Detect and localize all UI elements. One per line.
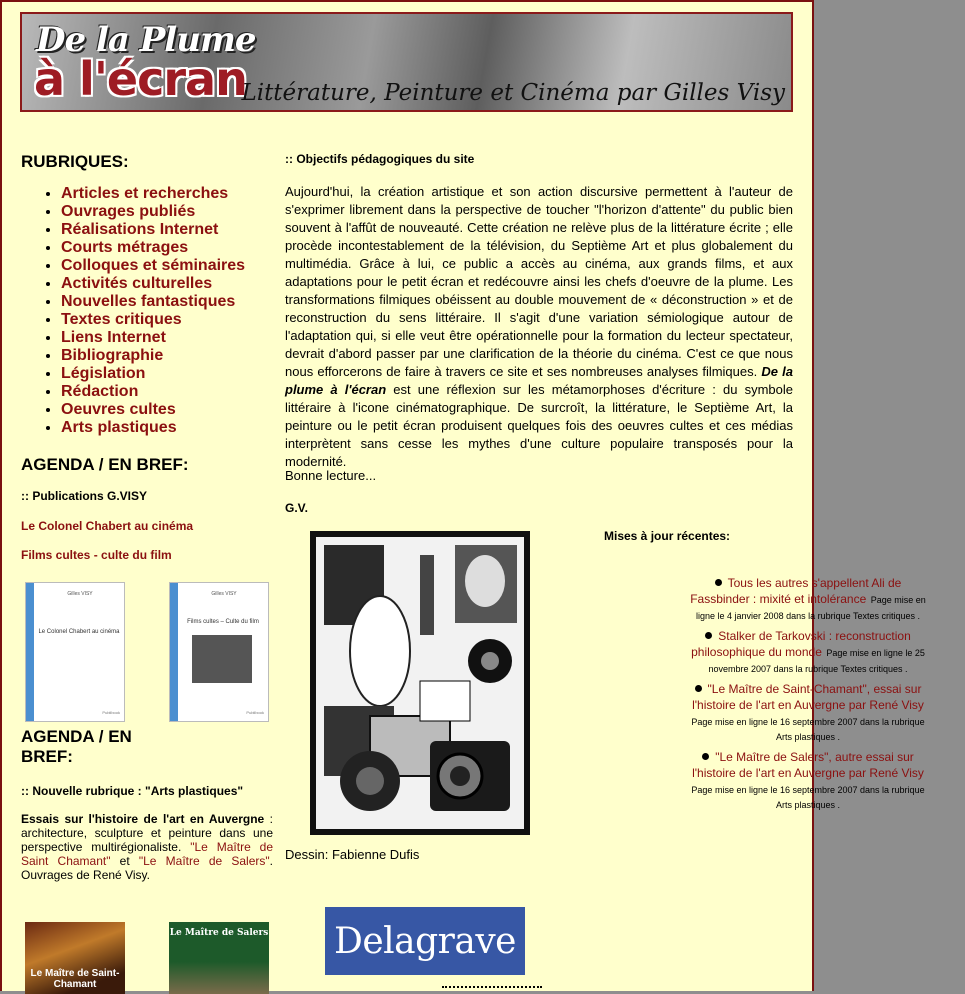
thumb-salers[interactable] <box>169 922 269 994</box>
site-name-emphasis: De la plume à l'écran <box>285 364 793 397</box>
rubrique-link[interactable]: • Réalisations Internet <box>61 221 245 239</box>
bullet-icon <box>705 632 712 639</box>
book-publisher: Publibook <box>102 710 120 715</box>
update-item <box>688 681 928 743</box>
thumb-title: Le Maître de Saint-Chamant <box>30 968 120 990</box>
update-meta: Page mise en ligne le 16 septembre 2007 dans la rubrique Arts plastiques . <box>691 717 925 742</box>
rubrique-link[interactable]: • Activités culturelles <box>61 275 245 293</box>
update-meta: Page mise en ligne le 25 novembre 2007 dans la rubrique Textes critiques . <box>708 648 925 674</box>
book-cover-chabert[interactable] <box>25 582 125 722</box>
rubrique-link[interactable]: • Liens Internet <box>61 329 245 347</box>
logo-title-top: De la Plume <box>36 20 256 60</box>
update-link[interactable]: "Le Maître de Saint-Chamant", essai sur l'histoire de l'art en Auvergne par René Visy <box>692 682 924 712</box>
rubrique-link[interactable]: • Arts plastiques <box>61 419 245 437</box>
arts-link-salers[interactable]: "Le Maître de Salers" <box>138 854 270 868</box>
rubrique-link[interactable]: • Bibliographie <box>61 347 245 365</box>
drawing-art <box>310 531 530 835</box>
site-banner[interactable] <box>20 12 793 112</box>
agenda-heading: AGENDA / EN BREF: <box>21 455 189 474</box>
arts-text-2: et <box>110 854 139 868</box>
rubrique-link[interactable]: • Courts métrages <box>61 239 245 257</box>
book-author: Gilles VISY <box>67 591 93 597</box>
arts-bold: Essais sur l'histoire de l'art en Auvergne <box>21 812 265 826</box>
book-title: Le Colonel Chabert au cinéma <box>38 629 120 635</box>
drawing-caption: Dessin: Fabienne Dufis <box>285 847 420 862</box>
arts-text-3: . Ouvrages de René Visy. <box>21 854 273 882</box>
book-title: Films cultes – Culte du film <box>187 619 259 625</box>
rubrique-link[interactable]: • Nouvelles fantastiques <box>61 293 245 311</box>
update-link[interactable]: Tous les autres s'appellent Ali de Fassbinder : mixité et intolérance <box>690 576 902 606</box>
update-item <box>688 749 928 811</box>
rubrique-link[interactable]: • Ouvrages publiés <box>61 203 245 221</box>
update-item <box>688 575 928 622</box>
thumb-saint-chamant[interactable] <box>25 922 125 994</box>
updates-list <box>688 575 928 817</box>
nouvelle-rubrique-title: :: Nouvelle rubrique : "Arts plastiques" <box>21 784 244 798</box>
update-link[interactable]: Stalker de Tarkovski : reconstruction philosophique du monde <box>691 629 911 659</box>
book-cover-photo <box>192 635 252 683</box>
publication-link-films-cultes[interactable]: Films cultes - culte du film <box>21 548 172 562</box>
publication-link-chabert[interactable]: Le Colonel Chabert au cinéma <box>21 519 194 533</box>
book-spine <box>170 583 178 721</box>
main-section-title: :: Objectifs pédagogiques du site <box>285 152 475 166</box>
paragraph-part-2: est une réflexion sur les métamorphoses d'écriture : du symbole littéraire à l'icone cinématographique. De surcroît, la littérature, le Septième Art, la peinture ou le petit écran produisent quelques fois des oeuvres cultes et ces médias interprètent sans cesse les mythes d'une culture populaire transposés pour la modernité. <box>285 382 793 469</box>
book-cover-films-cultes[interactable] <box>169 582 269 722</box>
updates-title: Mises à jour récentes: <box>604 529 731 543</box>
arts-text-1: : architecture, sculpture et peinture dans une perspective multirégionaliste. <box>21 812 273 854</box>
rubrique-link[interactable]: • Rédaction <box>61 383 245 401</box>
rubrique-link[interactable]: • Législation <box>61 365 245 383</box>
publications-title: :: Publications G.VISY <box>21 489 148 503</box>
site-tagline: Littérature, Peinture et Cinéma par Gilles Visy <box>241 80 785 106</box>
arts-plastiques-text <box>21 812 273 882</box>
rubriques-heading: RUBRIQUES: <box>21 152 129 171</box>
book-author: Gilles VISY <box>211 591 237 597</box>
divider <box>442 986 542 991</box>
greeting-text: Bonne lecture... <box>285 468 377 483</box>
book-publisher: Publibook <box>246 710 264 715</box>
rubrique-link[interactable]: • Articles et recherches <box>61 185 245 203</box>
arts-link-saint-chamant[interactable]: "Le Maître de Saint Chamant" <box>21 840 273 868</box>
rubriques-list <box>42 185 245 437</box>
bullet-icon <box>715 579 722 586</box>
bullet-icon <box>695 685 702 692</box>
paragraph-part-1: Aujourd'hui, la création artistique et son action discursive permettent à l'auteur de s'exprimer librement dans la perspective de toucher "l'horizon d'attente" du public bien souvent à l'affût de nouveauté. Cette création ne relève plus de la littérature écrite ; elle procède incontestablement de la télévision, du Septième Art et plus globalement du multimédia. Grâce à lui, ce public a accès au cinéma, aux grands films, et aux adaptations pour le petit écran et redécouvre ainsi les chefs d'oeuvre de la plume. Les transformations filmiques obéissent au double mouvement de « déconstruction » et de reconstruction du sens littéraire. Il s'agit d'une variation sémiologique autour de l'adaptation qui, si elle veut être opérationnelle pour la formation du lecteur spectateur, devrait d'abord passer par une clarification de la théorie du cinéma. C'est ce que nous nous efforcerons de faire à travers ce site et ses nombreuses analyses filmiques. <box>285 184 793 379</box>
update-meta: Page mise en ligne le 16 septembre 2007 dans la rubrique Arts plastiques . <box>691 785 925 810</box>
publisher-logo-delagrave[interactable]: Delagrave <box>325 907 525 975</box>
main-paragraph <box>285 183 793 471</box>
update-item <box>688 628 928 675</box>
thumb-title: Le Maître de Salers <box>169 928 269 938</box>
logo-title-bottom: à l'écran <box>34 52 247 106</box>
book-spine <box>26 583 34 721</box>
update-meta: Page mise en ligne le 4 janvier 2008 dans la rubrique Textes critiques . <box>696 595 926 621</box>
signature: G.V. <box>285 501 308 515</box>
illustration-drawing <box>310 531 530 835</box>
rubrique-link[interactable]: • Colloques et séminaires <box>61 257 245 275</box>
rubrique-link[interactable]: • Textes critiques <box>61 311 245 329</box>
update-link[interactable]: "Le Maître de Salers", autre essai sur l'histoire de l'art en Auvergne par René Visy <box>692 750 924 780</box>
agenda-heading-2: AGENDA / EN BREF: <box>21 727 132 766</box>
rubrique-link[interactable]: • Oeuvres cultes <box>61 401 245 419</box>
bullet-icon <box>702 753 709 760</box>
